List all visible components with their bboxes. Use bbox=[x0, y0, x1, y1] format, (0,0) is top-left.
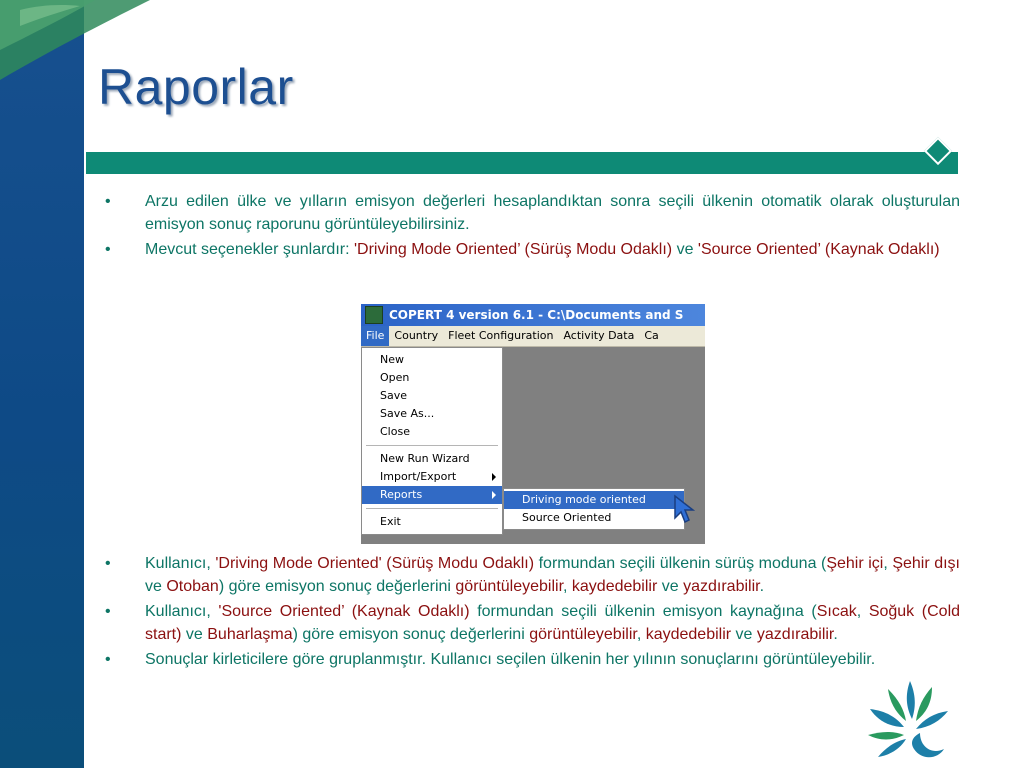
bullet-5 bbox=[105, 648, 960, 671]
bullet-list bbox=[105, 190, 960, 263]
menu-item-save-as[interactable]: Save As... bbox=[380, 407, 435, 420]
hl-kaydedebilir: kaydedebilir bbox=[571, 578, 658, 595]
bullet-2-text: Mevcut seçenekler şunlardır: bbox=[145, 241, 354, 258]
menu-item-save[interactable]: Save bbox=[380, 389, 408, 402]
menu-activity-data[interactable]: Activity Data bbox=[563, 329, 635, 342]
submenu-arrow-icon bbox=[492, 473, 496, 481]
submenu-driving-mode-oriented[interactable]: Driving mode oriented bbox=[504, 491, 684, 509]
option-driving-mode: 'Driving Mode Oriented’ (Sürüş Modu Odaklı) bbox=[353, 241, 673, 258]
hl-yazdirabilir: yazdırabilir bbox=[683, 578, 760, 595]
bullet-4 bbox=[105, 600, 960, 646]
app-icon bbox=[365, 306, 383, 324]
menu-fleet-configuration[interactable]: Fleet Configuration bbox=[448, 329, 554, 342]
hl-otoban: Otoban bbox=[166, 578, 219, 595]
hl-sehir-ici: Şehir içi bbox=[826, 555, 884, 572]
hl-kaydedebilir: kaydedebilir bbox=[645, 626, 732, 643]
left-decorative-band bbox=[0, 0, 84, 768]
menu-file[interactable]: File bbox=[361, 326, 389, 346]
menu-item-close[interactable]: Close bbox=[380, 425, 410, 438]
submenu-source-oriented[interactable]: Source Oriented bbox=[522, 511, 612, 524]
submenu-arrow-icon bbox=[492, 491, 496, 499]
mouse-cursor-icon bbox=[673, 494, 695, 524]
reports-label: Reports bbox=[380, 488, 423, 501]
bullet-3-text: ve bbox=[145, 578, 167, 595]
bullet-3-text: , bbox=[883, 555, 893, 572]
hl-yazdirabilir: yazdırabilir bbox=[756, 626, 834, 643]
menu-separator bbox=[366, 508, 498, 509]
menu-item-exit[interactable]: Exit bbox=[380, 515, 401, 528]
copert-screenshot bbox=[361, 304, 705, 544]
bullet-3 bbox=[105, 552, 960, 598]
menu-bar bbox=[361, 326, 705, 347]
menu-item-new-run-wizard[interactable]: New Run Wizard bbox=[380, 452, 470, 465]
bullet-3-text: . bbox=[759, 578, 765, 595]
menu-item-new[interactable]: New bbox=[380, 353, 404, 366]
bullet-5-text: Sonuçlar kirleticilere göre gruplanmıştır. Kullanıcı seçilen ülkenin her yılının sonuçlarını görüntüleyebilir. bbox=[145, 651, 876, 668]
option-source-oriented: 'Source Oriented’ (Kaynak Odaklı) bbox=[697, 241, 940, 258]
bullet-3-text: , bbox=[563, 578, 572, 595]
bullet-1 bbox=[105, 190, 960, 236]
hl-goruntuleyebilir: görüntüleyebilir bbox=[529, 626, 637, 643]
reports-submenu bbox=[503, 488, 685, 530]
bullet-1-text: Arzu edilen ülke ve yılların emisyon değerleri hesaplandıktan sonra seçili ülkenin otomatik olarak oluşturulan emisyon sonuç raporunu görüntüleyebilirsiniz. bbox=[145, 193, 960, 233]
bullet-4-text: formundan seçili ülkenin emisyon kaynağına ( bbox=[469, 603, 817, 620]
bullet-list-lower bbox=[105, 552, 960, 673]
title-underline-bar bbox=[86, 152, 958, 174]
eea-logo-icon bbox=[860, 675, 960, 768]
bullet-4-text: . bbox=[833, 626, 838, 643]
hl-soguk: Soğuk (Cold start) bbox=[145, 603, 961, 643]
bullet-3-text: formundan seçili ülkenin sürüş moduna ( bbox=[534, 555, 827, 572]
hl-buharlasma: Buharlaşma bbox=[207, 626, 293, 643]
import-export-label: Import/Export bbox=[380, 470, 457, 483]
bullet-2 bbox=[105, 238, 960, 261]
window-title-bar bbox=[361, 304, 705, 326]
bullet-4-text: ) göre emisyon sonuç değerlerini bbox=[292, 626, 530, 643]
menu-item-open[interactable]: Open bbox=[380, 371, 410, 384]
bullet-2-conj: ve bbox=[672, 241, 698, 258]
hl-goruntuleyebilir: görüntüleyebilir bbox=[455, 578, 564, 595]
menu-country[interactable]: Country bbox=[394, 329, 439, 342]
bullet-4-text: ve bbox=[181, 626, 208, 643]
slide-title: Raporlar bbox=[98, 59, 294, 115]
file-dropdown bbox=[361, 347, 503, 535]
bullet-4-text: , bbox=[856, 603, 869, 620]
menu-item-import-export[interactable] bbox=[362, 468, 502, 486]
hl-driving-mode: 'Driving Mode Oriented' (Sürüş Modu Odaklı) bbox=[215, 555, 535, 572]
window-title: COPERT 4 version 6.1 - C:\Documents and S bbox=[389, 308, 684, 322]
bullet-4-text: , bbox=[636, 626, 646, 643]
hl-sehir-disi: Şehir dışı bbox=[892, 555, 960, 572]
menu-item-reports[interactable] bbox=[362, 486, 502, 504]
bullet-4-text: Kullanıcı, bbox=[145, 603, 219, 620]
bullet-3-text: ) göre emisyon sonuç değerlerini bbox=[218, 578, 456, 595]
hl-source-oriented: 'Source Oriented’ (Kaynak Odaklı) bbox=[218, 603, 470, 620]
menu-ca[interactable]: Ca bbox=[644, 329, 659, 342]
bullet-4-text: ve bbox=[731, 626, 757, 643]
menu-separator bbox=[366, 445, 498, 446]
bullet-3-text: ve bbox=[657, 578, 684, 595]
bullet-3-text: Kullanıcı, bbox=[145, 555, 216, 572]
hl-sicak: Sıcak bbox=[816, 603, 857, 620]
